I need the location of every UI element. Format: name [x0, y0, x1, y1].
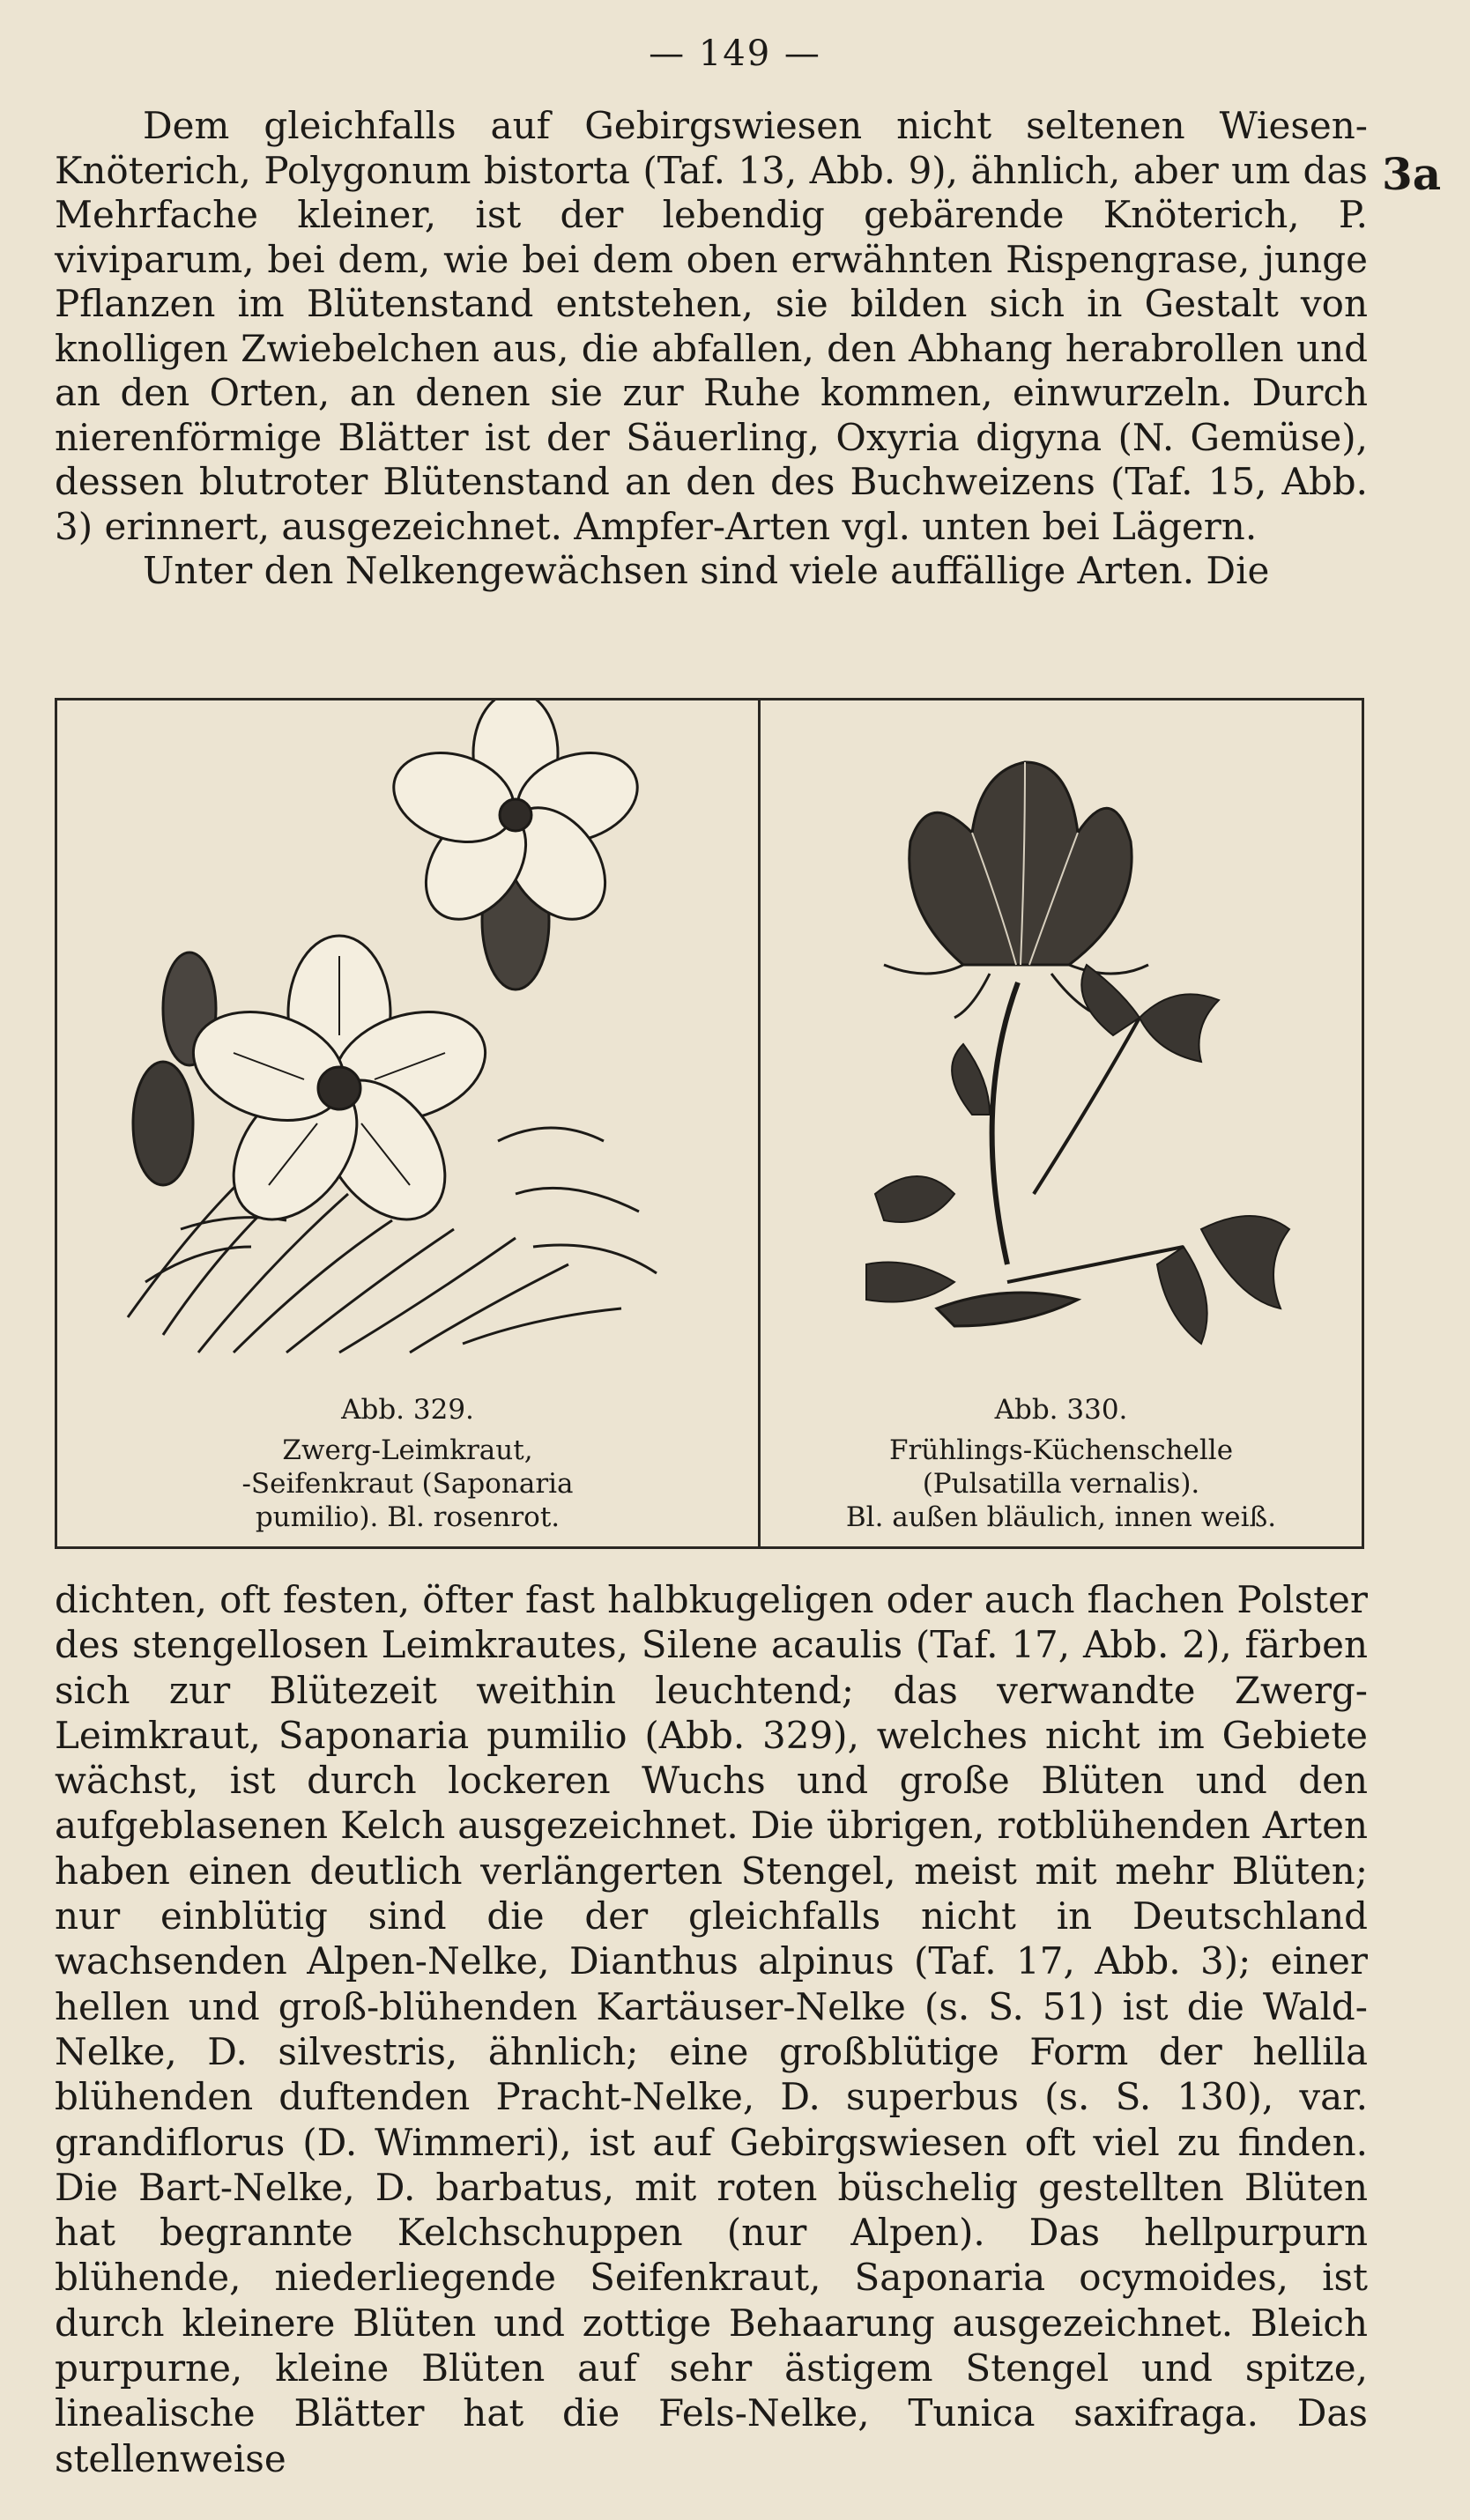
flower-illustration-saponaria-icon — [57, 700, 758, 1370]
paragraph-knoeterich: Dem gleichfalls auf Gebirgswiesen nicht seltenen Wiesen-Knöterich, Polygonum bistorta (Taf. 13, Abb. 9), ähnlich, aber um das Mehrfache kleiner, ist der lebendig gebärende Knöterich, P. viviparum, bei dem, wie bei dem oben erwähnten Rispengrase, junge Pflanzen im Blütenstand entstehen, sie bilden sich in Gestalt von knolligen Zwiebelchen aus, die abfallen, den Abhang herabrollen und an den Orten, an denen sie zur Ruhe kommen, einwurzeln. Durch nierenförmige Blätter ist der Säuerling, Oxyria digyna (N. Gemüse), dessen blutroter Blütenstand an den des Buchweizens (Taf. 15, Abb. 3) erinnert, ausgezeichnet. Ampfer-Arten vgl. unten bei Lägern. — [55, 104, 1368, 548]
body-text-bottom — [55, 1577, 1368, 2481]
figure-330-caption-line: (Pulsatilla vernalis). — [922, 1468, 1200, 1500]
margin-mark: 3a — [1382, 148, 1442, 200]
figure-329-caption-line: Zwerg-Leimkraut, — [282, 1434, 533, 1466]
figure-330-caption-line: Bl. außen bläulich, innen weiß. — [845, 1501, 1277, 1533]
paragraph-leimkraut-nelken: dichten, oft festen, öfter fast halbkugeligen oder auch flachen Polster des stengellosen Leimkrautes, Silene acaulis (Taf. 17, Abb. 2), färben sich zur Blütezeit weithin leuchtend; das verwandte Zwerg-Leimkraut, Saponaria pumilio (Abb. 329), welches nicht im Gebiete wächst, ist durch lockeren Wuchs und große Blüten und den aufgeblasenen Kelch ausgezeichnet. Die übrigen, rotblühenden Arten haben einen deutlich verlängerten Stengel, meist mit mehr Blüten; nur einblütig sind die der gleichfalls nicht in Deutschland wachsenden Alpen-Nelke, Dianthus alpinus (Taf. 17, Abb. 3); einer hellen und groß-blühenden Kartäuser-Nelke (s. S. 51) ist die Wald-Nelke, D. silvestris, ähnlich; eine großblütige Form der hellila blühenden duftenden Pracht-Nelke, D. superbus (s. S. 130), var. grandiflorus (D. Wimmeri), ist auf Gebirgswiesen oft viel zu finden. Die Bart-Nelke, D. barbatus, mit roten büschelig gestellten Blüten hat begrannte Kelchschuppen (nur Alpen). Das hellpurpurn blühende, niederliegende Seifenkraut, Saponaria ocymoides, ist durch kleinere Blüten und zottige Behaarung ausgezeichnet. Bleich purpurne, kleine Blüten auf sehr ästigem Stengel und spitze, linealische Blätter hat die Fels-Nelke, Tunica saxifraga. Das stellenweise — [55, 1578, 1368, 2480]
figure-frame — [55, 698, 1364, 1549]
figure-330-number: Abb. 330. — [994, 1394, 1128, 1426]
figure-329-caption — [57, 1393, 758, 1534]
flower-illustration-pulsatilla-icon — [761, 700, 1362, 1370]
figure-329-number: Abb. 329. — [341, 1394, 474, 1426]
figure-329-caption-line: -Seifenkraut (Saponaria — [241, 1468, 574, 1500]
figure-329-caption-line: pumilio). Bl. rosenrot. — [255, 1501, 561, 1533]
paragraph-nelkengewaechse: Unter den Nelkengewächsen sind viele auffällige Arten. Die — [143, 549, 1270, 592]
body-text-top — [55, 104, 1368, 594]
figure-329 — [57, 700, 758, 1546]
figure-330-caption — [761, 1393, 1362, 1534]
figure-330-caption-line: Frühlings-Küchenschelle — [888, 1434, 1234, 1466]
figure-330 — [761, 700, 1362, 1546]
page-number: — 149 — — [649, 33, 821, 74]
